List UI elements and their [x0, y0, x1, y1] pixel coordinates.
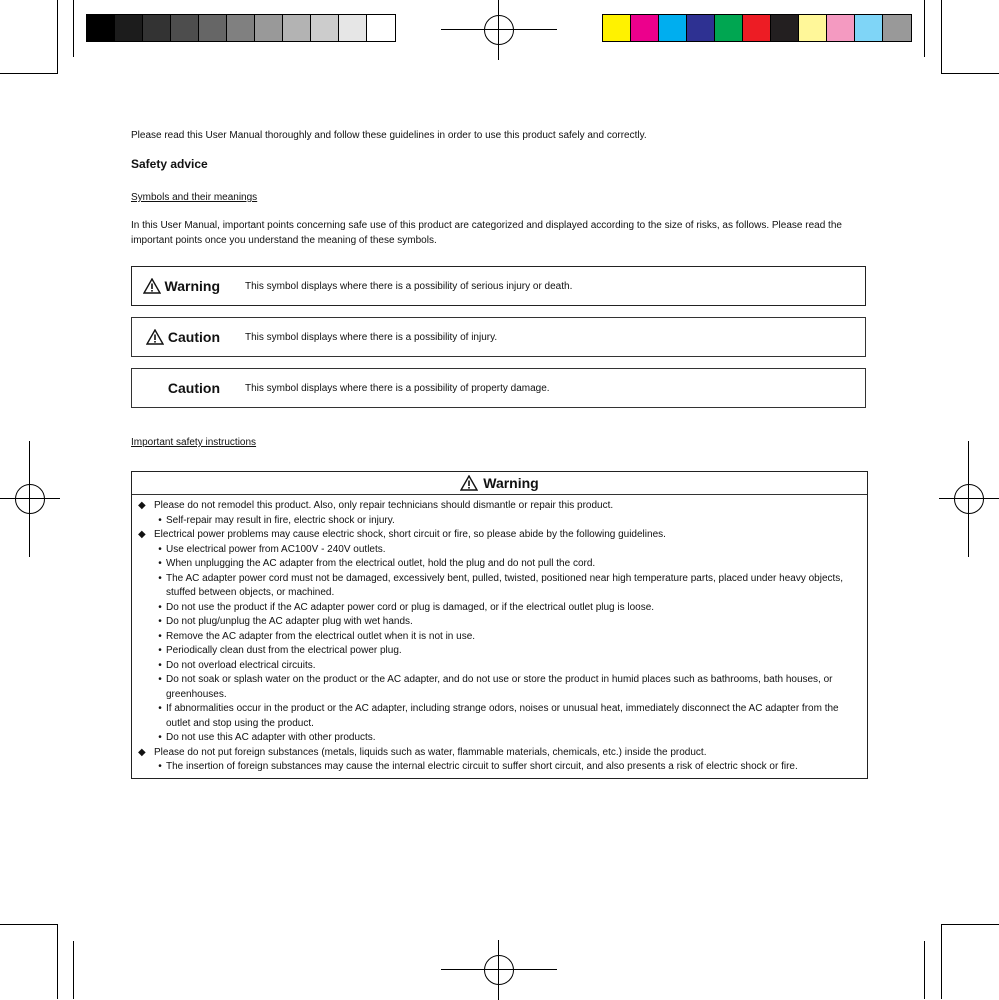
warning-item-text: Electrical power problems may cause electric shock, short circuit or fire, so please abide by the following guidelines.: [154, 529, 666, 540]
crop-mark: [941, 924, 942, 999]
symbol-row-caution-property: [131, 368, 866, 408]
warning-subitem-text: Do not use the product if the AC adapter power cord or plug is damaged, or if the electrical outlet plug is loose.: [166, 601, 655, 613]
warning-box-header: [132, 472, 867, 495]
warning-subitem-text: The insertion of foreign substances may cause the internal electric circuit to suffer short circuit, and also presents a risk of electric shock or fire.: [166, 761, 798, 772]
bullet-icon: •: [158, 674, 162, 685]
color-swatch: [367, 15, 395, 41]
color-swatch: [883, 15, 911, 41]
color-swatch: [687, 15, 715, 41]
warning-subitem-text: Periodically clean dust from the electrical power plug.: [166, 645, 402, 656]
color-swatch: [115, 15, 143, 41]
registration-mark-icon: [939, 441, 999, 557]
color-swatch: [855, 15, 883, 41]
bullet-icon: •: [158, 601, 162, 613]
warning-subitem-text: Self-repair may result in fire, electric shock or injury.: [166, 514, 395, 526]
crop-mark: [941, 924, 999, 925]
section-title: Safety advice: [131, 157, 208, 171]
symbols-heading: Symbols and their meanings: [131, 192, 258, 203]
intro-text: Please read this User Manual thoroughly and follow these guidelines in order to use this product safely and correctly.: [131, 130, 647, 141]
warning-item-text: Please do not remodel this product. Also, only repair technicians should dismantle or repair this product.: [154, 500, 614, 511]
warning-triangle-icon: [146, 329, 164, 345]
diamond-bullet-icon: ◆: [138, 529, 146, 540]
warning-item: [138, 499, 861, 514]
warning-subitem-text: Remove the AC adapter from the electrical outlet when it is not in use.: [166, 630, 476, 642]
bullet-icon: •: [158, 558, 162, 569]
symbols-paragraph: In this User Manual, important points concerning safe use of this product are categorized and displayed according to the size of risks, as follows. Please read the important points once you understand the meaning of these symbols.: [131, 220, 842, 246]
color-swatch: [743, 15, 771, 41]
warning-subitem: [138, 731, 861, 746]
diamond-bullet-icon: ◆: [138, 746, 146, 758]
warning-subitem: [138, 760, 861, 775]
bullet-icon: •: [158, 616, 162, 627]
registration-mark-icon: [441, 940, 557, 1000]
symbol-label: Caution: [167, 329, 220, 345]
warning-triangle-icon: [460, 475, 478, 491]
symbol-description: This symbol displays where there is a possibility of injury.: [245, 331, 498, 343]
color-swatch: [799, 15, 827, 41]
warning-subitem-text: Do not use this AC adapter with other products.: [166, 732, 376, 743]
crop-mark: [941, 0, 942, 74]
bullet-icon: •: [158, 514, 162, 526]
color-swatch: [171, 15, 199, 41]
color-swatch: [143, 15, 171, 41]
color-swatch: [283, 15, 311, 41]
crop-mark: [57, 0, 58, 74]
warning-item: [138, 746, 861, 761]
crop-mark: [73, 941, 74, 999]
instructions-heading: Important safety instructions: [131, 437, 257, 448]
crop-mark: [924, 0, 925, 57]
warning-subitem: [138, 514, 861, 529]
diamond-bullet-icon: ◆: [138, 500, 146, 511]
warning-subitem: [138, 615, 861, 630]
warning-subitem: [138, 543, 861, 558]
color-swatch: [255, 15, 283, 41]
symbol-label: Warning: [164, 278, 220, 294]
symbol-row-warning: [131, 266, 866, 306]
warning-box: [131, 471, 868, 779]
symbol-description: This symbol displays where there is a possibility of serious injury or death.: [245, 280, 573, 292]
color-calibration-strip: [602, 14, 912, 42]
color-swatch: [311, 15, 339, 41]
warning-triangle-icon: [143, 278, 161, 294]
color-swatch: [199, 15, 227, 41]
symbol-row-caution-injury: [131, 317, 866, 357]
bullet-icon: •: [158, 630, 162, 642]
color-swatch: [715, 15, 743, 41]
color-swatch: [603, 15, 631, 41]
registration-mark-icon: [0, 441, 60, 557]
crop-mark: [0, 924, 57, 925]
bullet-icon: •: [158, 645, 162, 656]
warning-subitem: [138, 673, 861, 702]
warning-subitem-text: Do not soak or splash water on the product or the AC adapter, and do not use or store the product in humid places such as bathrooms, bath houses, or greenhouses.: [166, 674, 833, 700]
warning-subitem: [138, 557, 861, 572]
color-swatch: [827, 15, 855, 41]
grayscale-calibration-strip: [86, 14, 396, 42]
color-swatch: [227, 15, 255, 41]
warning-subitem-text: Use electrical power from AC100V - 240V outlets.: [166, 543, 386, 555]
color-swatch: [339, 15, 367, 41]
warning-subitem-text: The AC adapter power cord must not be damaged, excessively bent, pulled, twisted, positioned near high temperature parts, placed under heavy objects, stuffed between objects, or machined.: [166, 572, 844, 598]
crop-mark: [941, 73, 999, 74]
color-swatch: [659, 15, 687, 41]
warning-box-title: Warning: [483, 475, 539, 491]
color-swatch: [87, 15, 115, 41]
warning-list: [132, 495, 867, 775]
warning-subitem: [138, 601, 861, 616]
warning-item: [138, 528, 861, 543]
bullet-icon: •: [158, 703, 162, 714]
bullet-icon: •: [158, 732, 162, 743]
bullet-icon: •: [158, 543, 162, 555]
warning-subitem: [138, 630, 861, 645]
warning-subitem: [138, 702, 861, 731]
crop-mark: [73, 0, 74, 57]
color-swatch: [631, 15, 659, 41]
bullet-icon: •: [158, 659, 162, 671]
crop-mark: [924, 941, 925, 999]
registration-mark-icon: [441, 0, 557, 60]
warning-item-text: Please do not put foreign substances (metals, liquids such as water, flammable materials, chemicals, etc.) inside the product.: [154, 746, 707, 758]
warning-subitem: [138, 659, 861, 674]
color-swatch: [771, 15, 799, 41]
warning-subitem-text: When unplugging the AC adapter from the electrical outlet, hold the plug and do not pull the cord.: [166, 558, 596, 569]
warning-subitem: [138, 572, 861, 601]
symbol-description: This symbol displays where there is a possibility of property damage.: [245, 382, 550, 394]
crop-mark: [57, 924, 58, 999]
warning-subitem-text: Do not overload electrical circuits.: [166, 659, 316, 671]
warning-subitem-text: If abnormalities occur in the product or the AC adapter, including strange odors, noises or unusual heat, immediately disconnect the AC adapter from the outlet and stop using the product.: [166, 703, 839, 729]
warning-subitem-text: Do not plug/unplug the AC adapter plug with wet hands.: [166, 616, 413, 627]
symbol-label: Caution: [167, 380, 220, 396]
bullet-icon: •: [158, 572, 162, 584]
bullet-icon: •: [158, 761, 162, 772]
crop-mark: [0, 73, 57, 74]
warning-subitem: [138, 644, 861, 659]
